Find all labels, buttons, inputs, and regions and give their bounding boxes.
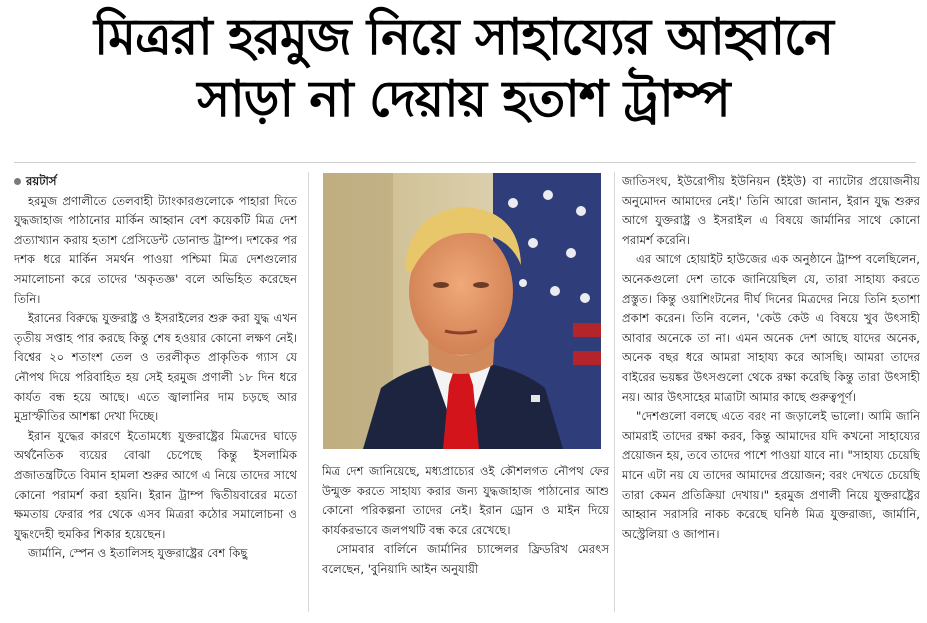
paragraph: হরমুজ প্রণালীতে তেলবাহী ট্যাংকারগুলোকে পাহারা দিতে যুদ্ধজাহাজ পাঠানোর মার্কিন আহ্বান বেশ কয়েকটি মিত্র দেশ প্রত্যাখ্যান করায় হতাশ প্রেসিডেন্ট ডোনাল্ড ট্রাম্প। দশকের পর দশক ধরে মার্কিন সমর্থন পাওয়া পশ্চিমা মিত্র দেশগুলোর সমালোচনা করে তাদের 'অকৃতজ্ঞ' বলে অভিহিত করেছেন তিনি। <box>14 193 297 306</box>
byline <box>14 172 297 192</box>
paragraph: এর আগে হোয়াইট হাউজের এক অনুষ্ঠানে ট্রাম্প বলেছিলেন, অনেকগুলো দেশ তাকে জানিয়েছিল যে, তারা সাহায্য করতে প্রস্তুত। কিন্তু ওয়াশিংটনের দীর্ঘ দিনের মিত্রদের নিয়ে তিনি হতাশা প্রকাশ করেন। তিনি বলেন, 'কেউ কেউ এ বিষয়ে খুব উৎসাহী আবার অনেকে তা না। এমন অনেক দেশ আছে যাদের অনেক, অনেক বছর ধরে আমরা সাহায্য করে আসছি। আমরা তাদের বাইরের ভয়ঙ্কর উৎসগুলো থেকে রক্ষা করেছি কিন্তু তারা উৎসাহী নয়। আর উৎসাহের মাত্রাটা আমার কাছে গুরুত্বপূর্ণ। <box>622 252 920 404</box>
paragraph: সোমবার বার্লিনে জার্মানির চ্যান্সেলর ফ্রিডরিখ মেরৎস বলেছেন, 'বুনিয়াদি আইন অনুযায়ী <box>322 542 609 576</box>
article-column-1 <box>14 172 297 612</box>
article-column-3 <box>622 172 920 612</box>
headline-line-1: মিত্ররা হরমুজ নিয়ে সাহায্যের আহ্বানে <box>93 8 834 66</box>
article-photo <box>323 173 601 449</box>
bullet-icon <box>14 178 21 185</box>
byline-source: রয়টার্স <box>26 174 57 188</box>
portrait-illustration <box>323 173 601 449</box>
paragraph: জাতিসংঘ, ইউরোপীয় ইউনিয়ন (ইইউ) বা ন্যাটোর প্রয়োজনীয় অনুমোদন আমাদের নেই।' তিনি আরো জানান, ইরান যুদ্ধ শুরুর আগে যুক্তরাষ্ট্র ও ইসরাইল এ বিষয়ে জার্মানির সাথে কোনো পরামর্শ করেনি। <box>622 174 920 247</box>
paragraph: "দেশগুলো বলছে এতে বরং না জড়ালেই ভালো। আমি জানি আমরাই তাদের রক্ষা করব, কিন্তু আমাদের যদি কখনো সাহায্যের প্রয়োজন হয়, তবে তাদের পাশে পাওয়া যাবে না। "সাহায্য চেয়েছি মানে এটা নয় যে তাদের আমাদের প্রয়োজন; বরং দেখতে চেয়েছি তারা কেমন প্রতিক্রিয়া দেখায়।" হরমুজ প্রণালী নিয়ে যুক্তরাষ্ট্রের আহ্বান সরাসরি নাকচ করেছে ঘনিষ্ঠ মিত্র যুক্তরাজ্য, জার্মানি, অস্ট্রেলিয়া ও জাপান। <box>622 409 920 541</box>
column-divider <box>308 172 309 612</box>
paragraph: জার্মানি, স্পেন ও ইতালিসহ যুক্তরাষ্ট্রের বেশ কিছু <box>28 546 248 561</box>
headline-line-2: সাড়া না দেয়ায় হতাশ ট্রাম্প <box>197 70 730 128</box>
article-column-2 <box>322 462 609 612</box>
paragraph: ইরান যুদ্ধের কারণে ইতোমধ্যে যুক্তরাষ্ট্রের মিত্রদের ঘাড়ে অর্থনৈতিক ব্যয়ের বোঝা চেপেছে কিন্তু ইসলামিক প্রজাতন্ত্রটিতে বিমান হামলা শুরুর আগে এ নিয়ে তাদের সাথে কোনো পরামর্শ করা হয়নি। ইরান ট্রাম্প দ্বিতীয়বারের মতো ক্ষমতায় ফেরার পর থেকে এসব মিত্ররা কঠোর সমালোচনা ও যুদ্ধংদেহী হুমকির শিকার হয়েছেন। <box>14 428 297 541</box>
paragraph: ইরানের বিরুদ্ধে যুক্তরাষ্ট্র ও ইসরাইলের শুরু করা যুদ্ধ এখন তৃতীয় সপ্তাহ পার করছে কিন্তু শেষ হওয়ার কোনো লক্ষণ নেই। বিশ্বের ২০ শতাংশ তেল ও তরলীকৃত প্রাকৃতিক গ্যাস যে নৌপথ দিয়ে পরিবাহিত হয় সেই হরমুজ প্রণালী ১৮ দিন ধরে কার্যত বন্ধ হয়ে আছে। এতে জ্বালানির দাম চড়ছে আর মুদ্রাস্ফীতির আশঙ্কা দেখা দিচ্ছে। <box>14 311 297 424</box>
headline <box>0 6 927 130</box>
headline-divider <box>14 162 916 163</box>
column-divider <box>614 172 615 612</box>
paragraph: মিত্র দেশ জানিয়েছে, মধ্যপ্রাচ্যের ওই কৌশলগত নৌপথ ফের উন্মুক্ত করতে সাহায্য করার জন্য যুদ্ধজাহাজ পাঠানোর আশু কোনো পরিকল্পনা তাদের নেই। ইরান ড্রোন ও মাইন দিয়ে কার্যকরভাবে জলপথটি বন্ধ করে রেখেছে। <box>322 464 609 537</box>
